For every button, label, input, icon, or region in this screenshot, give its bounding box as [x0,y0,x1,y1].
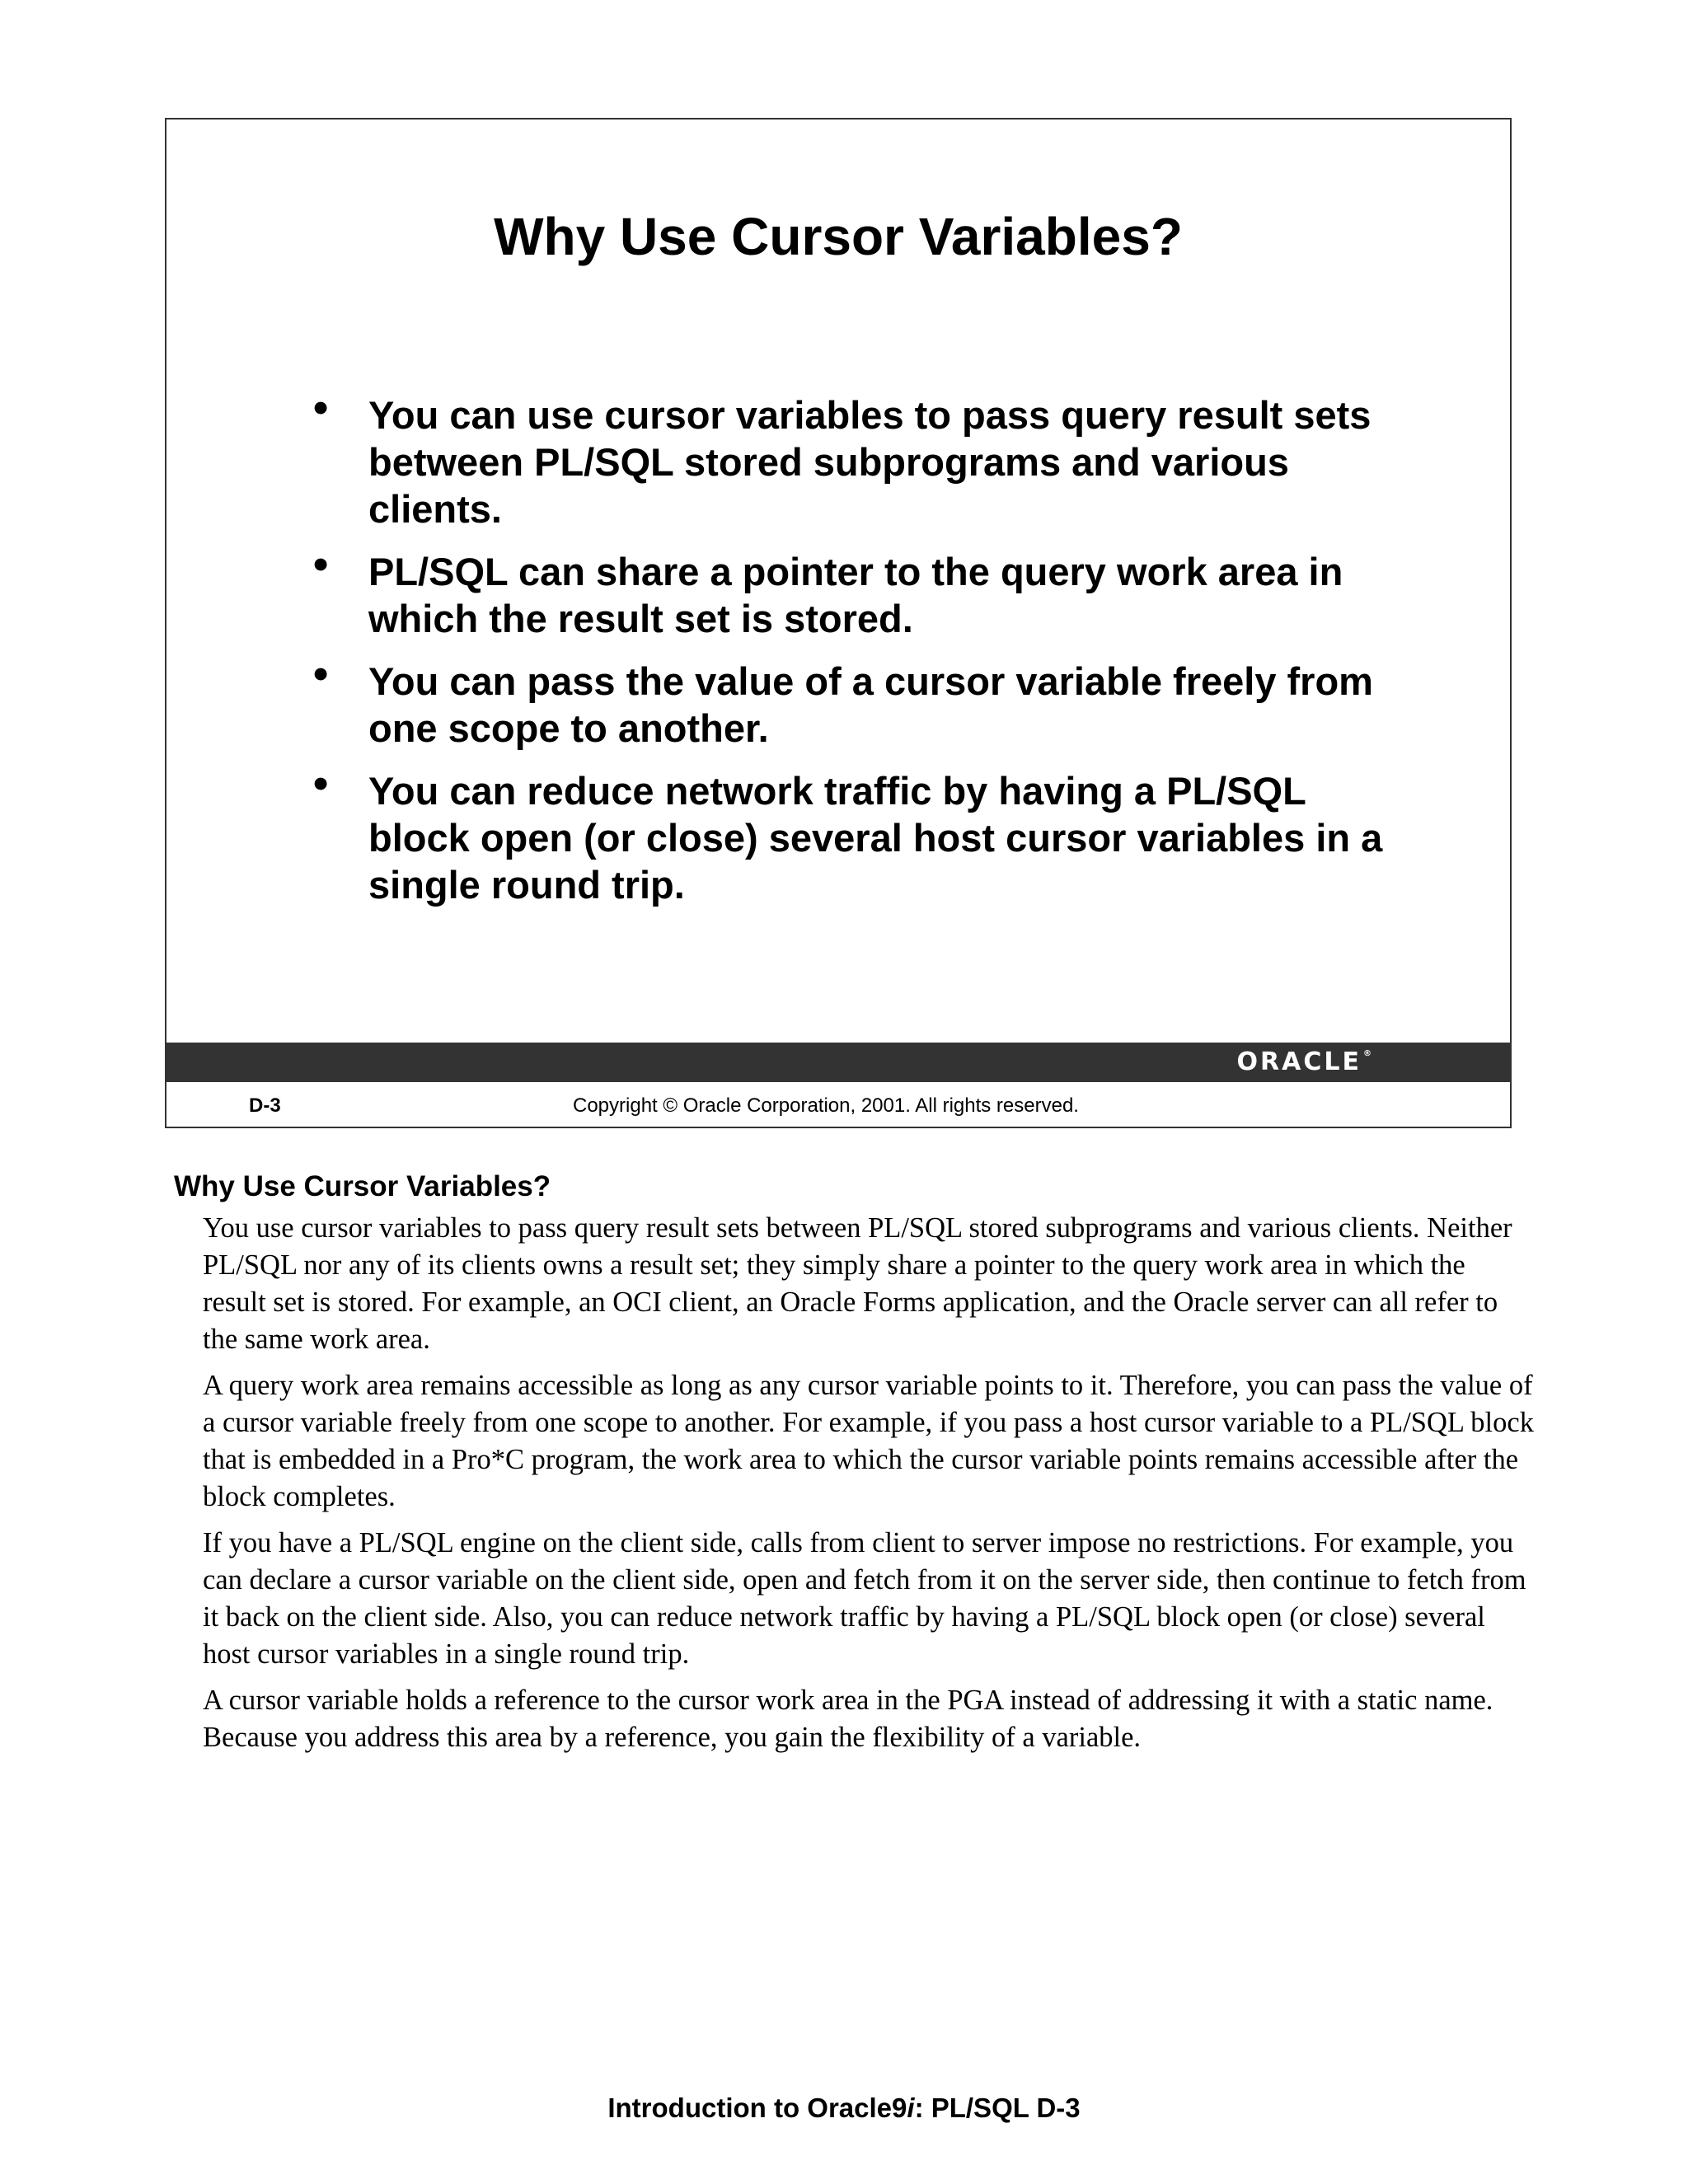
notes-heading: Why Use Cursor Variables? [174,1170,551,1202]
notes-paragraph: If you have a PL/SQL engine on the client side, calls from client to server impose no restrictions. For example, you can declare a cursor variable on the client side, open and fetch from it on the server side, then continue to fetch from it back on the client side. Also, you can reduce network traffic by having a PL/SQL block open (or close) several host cursor variables in a single round trip. [203,1527,1526,1670]
slide-bullet-text: You can reduce network traffic by having a PL/SQL block open (or close) several host cursor variables in a single round trip. [368,769,1383,907]
bullet-icon: • [313,650,329,698]
registered-mark: ® [1363,1049,1372,1058]
slide-bullet [307,650,1395,752]
page-footer-prefix: Introduction to Oracle9 [607,2093,907,2123]
slide-bullet [307,384,1395,532]
oracle-logo-text: ORACLE [1236,1047,1362,1076]
notes-paragraph: You use cursor variables to pass query result sets between PL/SQL stored subprograms and various clients. Neither PL/SQL nor any of its clients owns a result set; they simply share a pointer to the query work area in which the result set is stored. For example, an OCI client, an Oracle Forms application, and the Oracle server can all refer to the same work area. [203,1212,1512,1355]
page-footer-suffix: : PL/SQL D-3 [914,2093,1081,2123]
slide-bullet-text: You can use cursor variables to pass query result sets between PL/SQL stored subprograms and various clients. [368,393,1372,531]
bullet-icon: • [313,384,329,432]
slide-number: D-3 [249,1094,281,1117]
slide-bullet [307,760,1395,908]
notes-body [203,1210,1534,1765]
page-footer [0,2091,1688,2125]
slide-frame [165,118,1512,1128]
slide-bullet [307,541,1395,642]
bullet-icon: • [313,760,329,808]
slide-footer-bar [166,1043,1510,1082]
bullet-icon: • [313,541,329,588]
slide-bullet-text: You can pass the value of a cursor variable freely from one scope to another. [368,659,1373,750]
notes-paragraph: A query work area remains accessible as long as any cursor variable points to it. Therefore, you can pass the value of a cursor variable freely from one scope to another. For example, if you pass a host cursor variable to a PL/SQL block that is embedded in a Pro*C program, the work area to which the cursor variable points remains accessible after the block completes. [203,1370,1534,1512]
slide-bullet-list [307,384,1395,924]
page-footer-italic: i [907,2093,915,2123]
notes-paragraph: A cursor variable holds a reference to the cursor work area in the PGA instead of addressing it with a static name. Because you address this area by a reference, you gain the flexibility of a variable. [203,1685,1493,1753]
slide-bullet-text: PL/SQL can share a pointer to the query work area in which the result set is stored. [368,550,1343,640]
oracle-logo [1237,1047,1372,1077]
slide-title: Why Use Cursor Variables? [494,207,1183,266]
slide-footer [166,1082,1510,1128]
copyright-notice: Copyright © Oracle Corporation, 2001. All rights reserved. [573,1094,1079,1117]
